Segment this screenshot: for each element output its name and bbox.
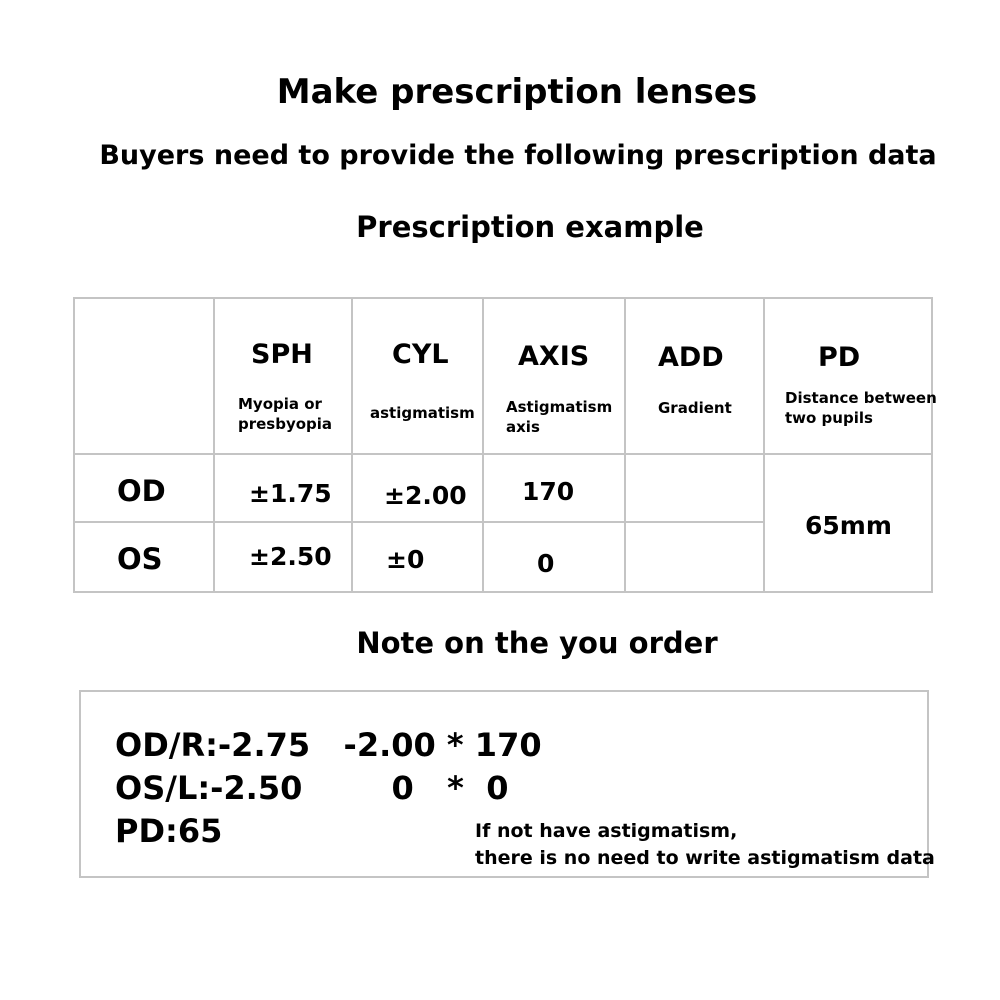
table-divider [213, 299, 215, 591]
os-axis-value: 0 [537, 549, 555, 578]
column-desc-sph-line1: Myopia or [238, 395, 322, 413]
column-header-pd: PD [818, 342, 861, 373]
column-desc-cyl: astigmatism [370, 404, 475, 422]
column-header-cyl: CYL [392, 339, 449, 370]
row-label-os: OS [117, 542, 163, 576]
table-divider [351, 299, 353, 591]
os-cyl-value: ±0 [386, 545, 425, 574]
od-cyl-value: ±2.00 [384, 481, 467, 510]
note-heading: Note on the you order [356, 626, 718, 660]
column-desc-axis-line2: axis [506, 418, 540, 436]
table-divider [624, 299, 626, 591]
row-label-od: OD [117, 474, 166, 508]
column-desc-axis-line1: Astigmatism [506, 398, 613, 416]
column-header-sph: SPH [251, 339, 313, 370]
order-note-box [79, 690, 935, 878]
example-heading: Prescription example [356, 210, 704, 244]
table-divider [763, 299, 765, 591]
table-divider [75, 521, 763, 523]
table-divider [75, 453, 931, 455]
note-line-od: OD/R:-2.75 -2.00 * 170 [115, 726, 542, 764]
column-desc-sph-line2: presbyopia [238, 415, 333, 433]
od-axis-value: 170 [522, 477, 575, 506]
column-desc-add: Gradient [658, 399, 732, 417]
pd-value: 65mm [805, 511, 892, 540]
column-header-add: ADD [658, 342, 724, 373]
column-header-axis: AXIS [518, 341, 590, 372]
page-subtitle: Buyers need to provide the following prescription data [99, 140, 937, 171]
page-title: Make prescription lenses [276, 72, 758, 112]
prescription-table [73, 297, 937, 593]
column-desc-pd-line2: two pupils [785, 409, 873, 427]
note-line-os: OS/L:-2.50 0 * 0 [115, 769, 509, 807]
os-sph-value: ±2.50 [249, 542, 332, 571]
od-sph-value: ±1.75 [249, 479, 332, 508]
note-line-pd: PD:65 [115, 812, 223, 850]
hint-line-2: there is no need to write astigmatism data [475, 847, 935, 869]
hint-line-1: If not have astigmatism, [475, 820, 738, 842]
table-divider [482, 299, 484, 591]
column-desc-pd-line1: Distance between [785, 389, 937, 407]
